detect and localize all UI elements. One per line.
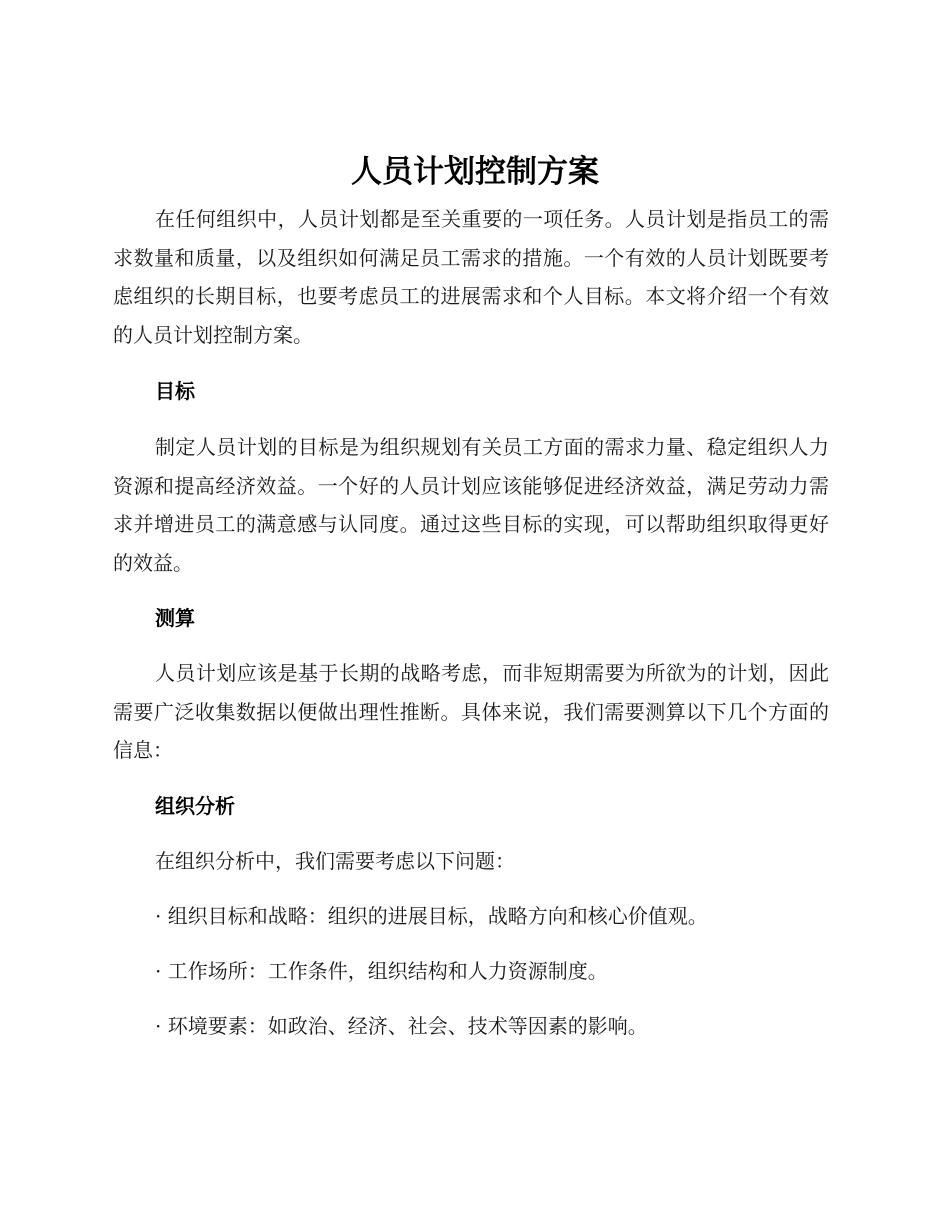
section-heading-measurement: 测算 [155,606,195,630]
bullet-item-environment: · 环境要素：如政治、经济、社会、技术等因素的影响。 [155,1013,648,1038]
bullet-item-org-goals: · 组织目标和战略：组织的进展目标，战略方向和核心价值观。 [155,903,708,928]
section-paragraph-org-analysis: 在组织分析中，我们需要考虑以下问题： [155,848,515,873]
section-heading-org-analysis: 组织分析 [155,793,235,818]
document-body [113,200,829,1045]
bullet-item-workplace: · 工作场所：工作条件，组织结构和人力资源制度。 [155,958,608,983]
intro-paragraph: 在任何组织中，人员计划都是至关重要的一项任务。人员计划是指员工的需求数量和质量，以及组织如何满足员工需求的措施。一个有效的人员计划既要考虑组织的长期目标，也要考虑员工的进展需求和个人目标。本文将介绍一个有效的人员计划控制方案。 [113,207,829,347]
section-paragraph-goal: 制定人员计划的目标是为组织规划有关员工方面的需求力量、稳定组织人力资源和提高经济效益。一个好的人员计划应该能够促进经济效益，满足劳动力需求并增进员工的满意感与认同度。通过这些目标的实现，可以帮助组织取得更好的效益。 [113,435,829,575]
document-title: 人员计划控制方案 [351,154,599,190]
section-heading-goal: 目标 [155,379,195,403]
section-paragraph-measurement: 人员计划应该是基于长期的战略考虑，而非短期需要为所欲为的计划，因此需要广泛收集数据以便做出理性推断。具体来说，我们需要测算以下几个方面的信息： [113,661,829,762]
